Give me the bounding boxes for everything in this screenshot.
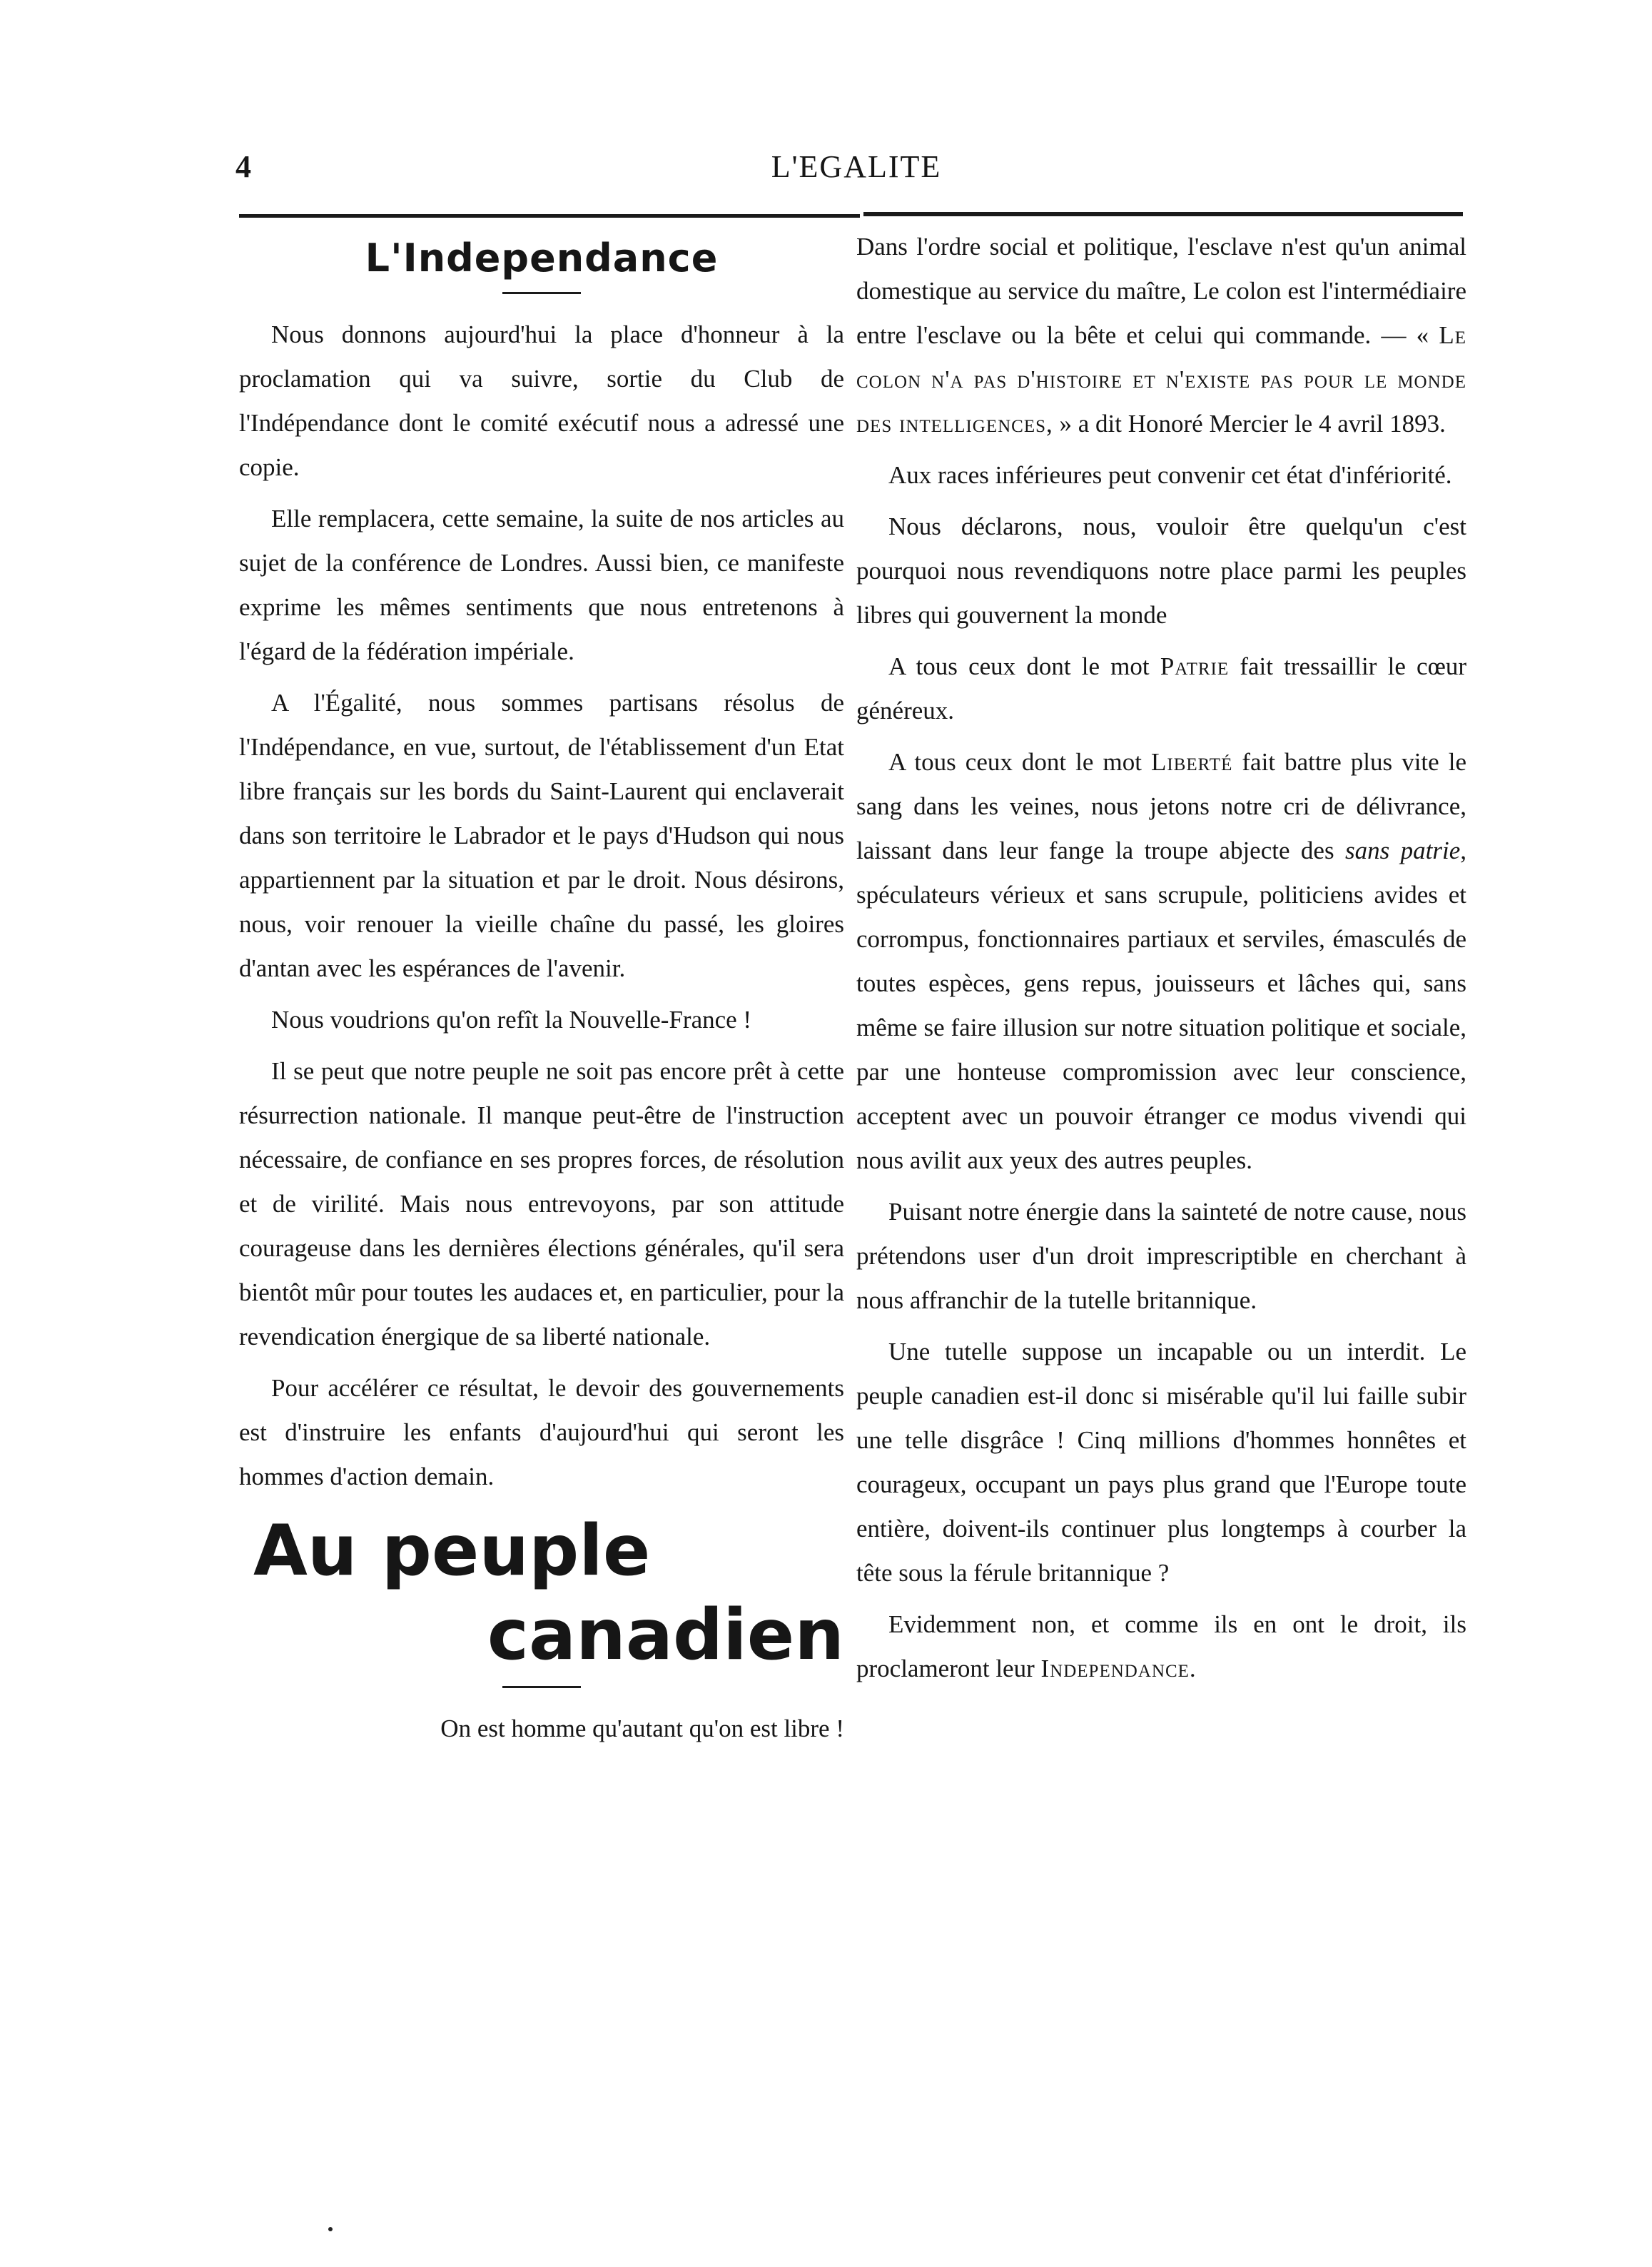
paragraph: Nous déclarons, nous, vouloir être quelqu'un c'est pourquoi nous revendiquons notre place parmi les peuples libres qui gouvernent la monde [856, 513, 1466, 629]
italic-phrase: sans patrie, [1344, 837, 1466, 864]
paragraph: Elle remplacera, cette semaine, la suite de nos articles au sujet de la conférence de Londres. Aussi bien, ce manifeste exprime les mêmes sentiments que nous entretenons à l'égard de la fédération impériale. [239, 505, 844, 665]
paragraph-text: spéculateurs vérieux et sans scrupule, politiciens avides et corrompus, fonctionnaires partiaux et serviles, émasculés de toutes espèces, gens repus, jouisseurs et lâches qui, sans même se faire illusion sur notre situation politique et sociale, par une honteuse compromission avec leur conscience, acceptent avec un pouvoir étranger ce modus vivendi qui nous avilit aux yeux des autres peuples. [856, 881, 1466, 1174]
paragraph [856, 1602, 1466, 1691]
manifesto-headline-line2: canadien [487, 1595, 844, 1676]
paragraph-text: fait tressaillir le cœur généreux. [856, 652, 1467, 724]
paragraph-text: A tous ceux dont le mot [888, 748, 1142, 776]
mercier-quote: Le colon n'a pas d'histoire et n'existe pas pour le monde des intelligences, [856, 321, 1466, 438]
paragraph: Nous voudrions qu'on refît la Nouvelle-France ! [271, 1006, 752, 1034]
manifesto-motto: On est homme qu'autant qu'on est libre ! [440, 1715, 844, 1742]
paragraph: Pour accélérer ce résultat, le devoir des gouvernements est d'instruire les enfants d'aujourd'hui qui seront les hommes d'action demain. [239, 1374, 844, 1490]
headline-divider [502, 292, 581, 294]
emphasis-word: Independance. [1040, 1655, 1197, 1682]
paragraph: Puisant notre énergie dans la sainteté de notre cause, nous prétendons user d'un droit imprescriptible en cherchant à nous affranchir de la tutelle britannique. [856, 1198, 1466, 1314]
paragraph: Nous donnons aujourd'hui la place d'honneur à la proclamation qui va suivre, sortie du Club de l'Indépendance dont le comité exécutif nous a adressé une copie. [239, 320, 844, 481]
left-column [239, 225, 844, 1758]
paragraph-text: fait battre plus vite le sang dans les veines, nous jetons notre cri de délivrance, laissant dans leur fange la troupe abjecte des [856, 748, 1466, 864]
paragraph [856, 225, 1466, 446]
paragraph: Aux races inférieures peut convenir cet état d'infériorité. [888, 461, 1452, 489]
paragraph-text: Evidemment non, et comme ils en ont le droit, ils proclameront leur [856, 1610, 1466, 1682]
right-column [856, 225, 1466, 1698]
paragraph: Une tutelle suppose un incapable ou un interdit. Le peuple canadien est-il donc si misérable qu'il lui faille subir une telle disgrâce ! Cinq millions d'hommes honnêtes et courageux, occupant un pays plus grand que l'Europe toute entière, doivent-ils continuer plus longtemps à courber la tête sous la férule britannique ? [856, 1338, 1466, 1587]
emphasis-word: Patrie [1160, 652, 1230, 680]
manifesto-headline-line1: Au peuple [253, 1510, 651, 1592]
paragraph [856, 645, 1466, 733]
paragraph-text: Dans l'ordre social et politique, l'esclave n'est qu'un animal domestique au service du maître, Le colon est l'intermédiaire entre l'esclave ou la bête et celui qui commande. — « [856, 233, 1466, 349]
header-rule-right [863, 212, 1463, 216]
emphasis-word: Liberté [1150, 748, 1233, 776]
paragraph-text: » a dit Honoré Mercier le 4 avril 1893. [1059, 410, 1446, 438]
ink-speck [328, 2227, 333, 2231]
manifesto-headline [239, 1509, 844, 1677]
running-title: L'EGALITE [771, 149, 942, 184]
manifesto-divider [502, 1686, 581, 1688]
header-rule-left [239, 214, 860, 218]
paragraph [856, 740, 1466, 1183]
paragraph-text: A tous ceux dont le mot [888, 652, 1150, 680]
paragraph: A l'Égalité, nous sommes partisans résolus de l'Indépendance, en vue, surtout, de l'établissement d'un Etat libre français sur les bords du Saint-Laurent qui enclaverait dans son territoire le Labrador et le pays d'Hudson qui nous appartiennent par la situation et par le droit. Nous désirons, nous, voir renouer la vieille chaîne du passé, les gloires d'antan avec les espérances de l'avenir. [239, 689, 844, 982]
page-number: 4 [235, 149, 251, 184]
article-headline: L'Independance [365, 236, 719, 281]
paragraph: Il se peut que notre peuple ne soit pas encore prêt à cette résurrection nationale. Il manque peut-être de l'instruction nécessaire, de confiance en ses propres forces, de résolution et de virilité. Mais nous entrevoyons, par son attitude courageuse dans les dernières élections générales, qu'il sera bientôt mûr pour toutes les audaces et, en particulier, pour la revendication énergique de sa liberté nationale. [239, 1057, 844, 1350]
